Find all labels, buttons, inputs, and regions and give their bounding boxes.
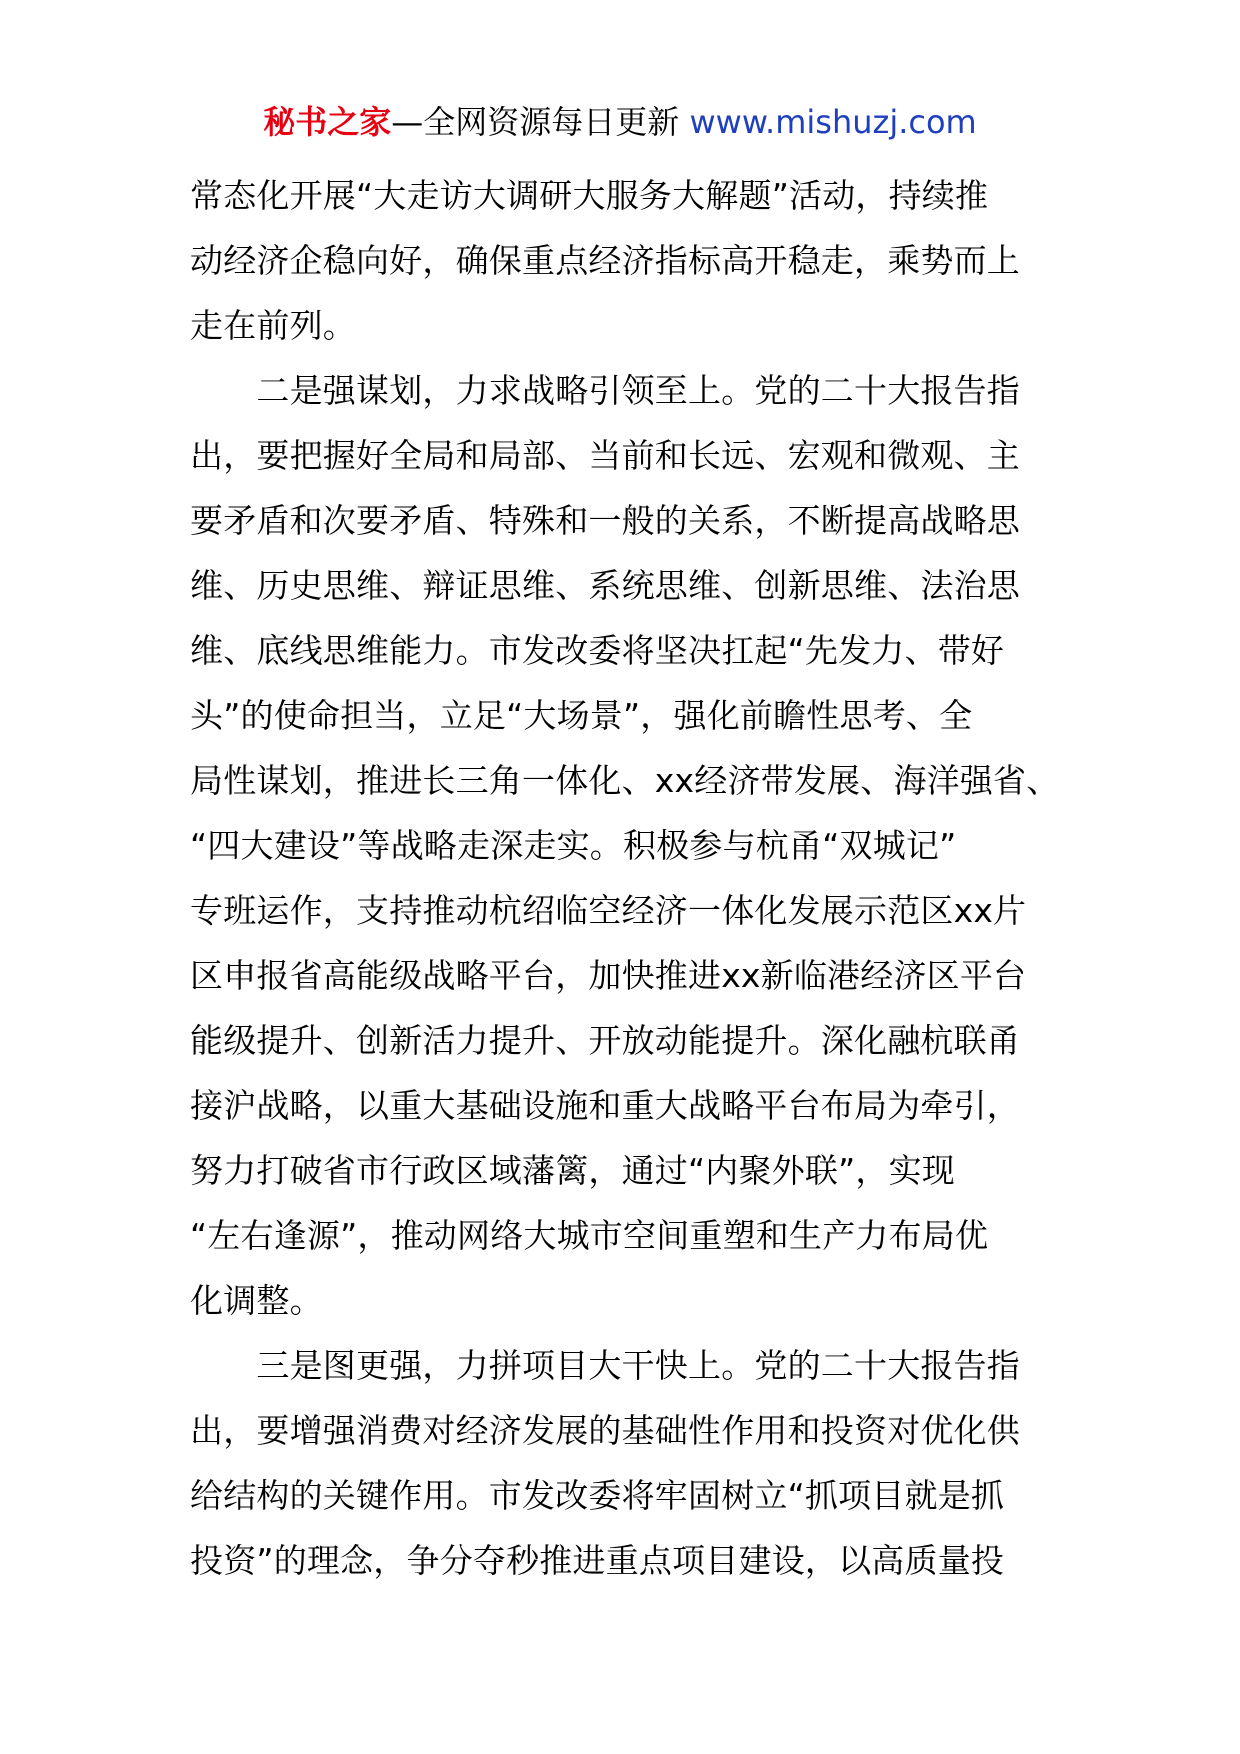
site-slogan: —全网资源每日更新 bbox=[391, 103, 680, 141]
text-line: 接沪战略，以重大基础设施和重大战略平台布局为牵引， bbox=[190, 1086, 1020, 1125]
text-line: 投资”的理念，争分夺秒推进重点项目建设，以高质量投 bbox=[190, 1541, 1005, 1580]
text-line: 局性谋划，推进长三角一体化、xx经济带发展、海洋强省、 bbox=[190, 761, 1060, 800]
document-body bbox=[190, 163, 1070, 1593]
paragraph-start-line: 二是强谋划，力求战略引领至上。党的二十大报告指 bbox=[190, 371, 1020, 410]
text-line: 维、历史思维、辩证思维、系统思维、创新思维、法治思 bbox=[190, 566, 1020, 605]
site-url-link[interactable]: www.mishuzj.com bbox=[689, 103, 977, 141]
text-line: 头”的使命担当，立足“大场景”，强化前瞻性思考、全 bbox=[190, 696, 973, 735]
text-line: 专班运作，支持推动杭绍临空经济一体化发展示范区xx片 bbox=[190, 891, 1027, 930]
text-line: 要矛盾和次要矛盾、特殊和一般的关系，不断提高战略思 bbox=[190, 501, 1020, 540]
text-line: “左右逢源”，推动网络大城市空间重塑和生产力布局优 bbox=[190, 1216, 989, 1255]
text-line: 化调整。 bbox=[190, 1281, 323, 1320]
text-line: 动经济企稳向好，确保重点经济指标高开稳走，乘势而上 bbox=[190, 241, 1020, 280]
text-line: 区申报省高能级战略平台，加快推进xx新临港经济区平台 bbox=[190, 956, 1027, 995]
text-line: 能级提升、创新活力提升、开放动能提升。深化融杭联甬 bbox=[190, 1021, 1020, 1060]
text-line: 出，要增强消费对经济发展的基础性作用和投资对优化供 bbox=[190, 1411, 1020, 1450]
text-line: “四大建设”等战略走深走实。积极参与杭甬“双城记” bbox=[190, 826, 957, 865]
text-line: 给结构的关键作用。市发改委将牢固树立“抓项目就是抓 bbox=[190, 1476, 1005, 1515]
text-line: 走在前列。 bbox=[190, 306, 356, 345]
paragraph-start-line: 三是图更强，力拼项目大干快上。党的二十大报告指 bbox=[190, 1346, 1020, 1385]
text-line: 常态化开展“大走访大调研大服务大解题”活动，持续推 bbox=[190, 176, 989, 215]
text-line: 出，要把握好全局和局部、当前和长远、宏观和微观、主 bbox=[190, 436, 1020, 475]
site-brand: 秘书之家 bbox=[263, 103, 392, 141]
text-line: 维、底线思维能力。市发改委将坚决扛起“先发力、带好 bbox=[190, 631, 1005, 670]
site-header bbox=[0, 100, 1240, 144]
text-line: 努力打破省市行政区域藩篱，通过“内聚外联”，实现 bbox=[190, 1151, 955, 1190]
